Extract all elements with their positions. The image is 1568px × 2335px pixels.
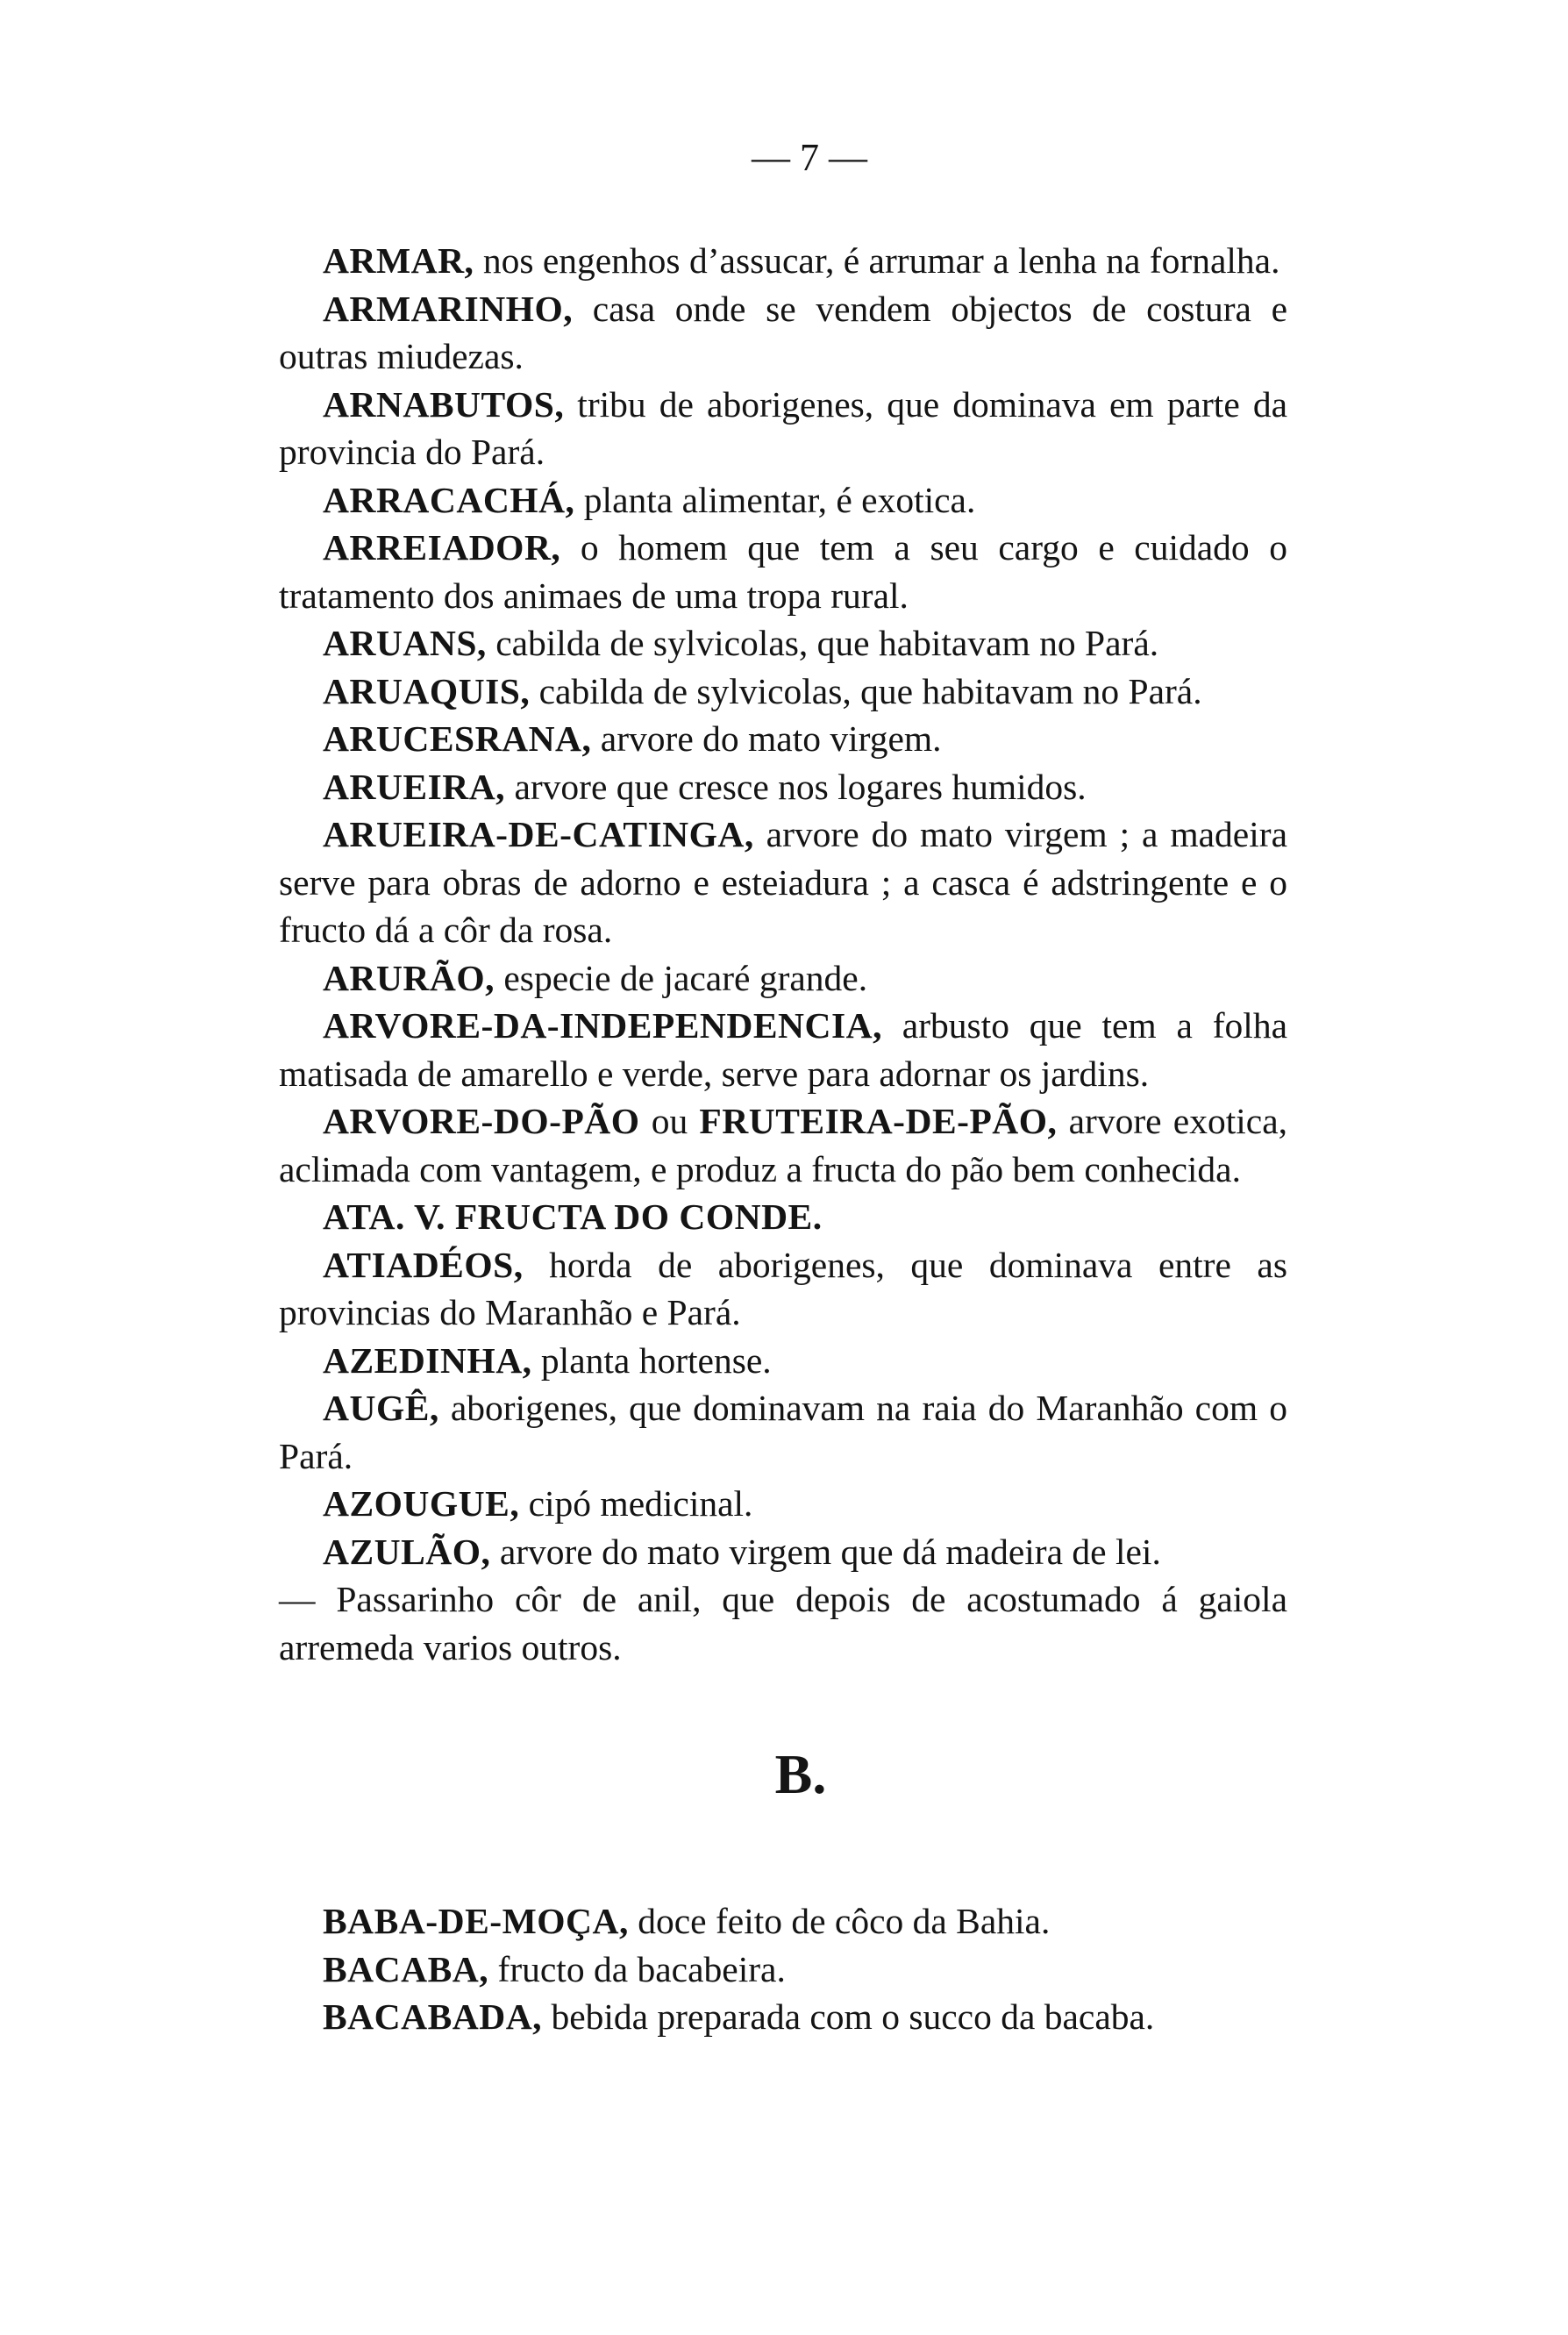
- dictionary-entry: [279, 1993, 1287, 2041]
- entry-headword: AUGÊ,: [323, 1388, 439, 1428]
- entry-definition: casa onde se vendem objectos de costura e outras miudezas.: [279, 288, 1287, 376]
- dictionary-entry: [279, 1384, 1287, 1480]
- entry-definition: arvore que cresce nos logares humidos.: [505, 766, 1087, 807]
- entry-definition: fructo da bacabeira.: [488, 1948, 786, 1989]
- entry-definition: cabilda de sylvicolas, que habitavam no Pará.: [486, 623, 1159, 663]
- dictionary-entry: [279, 1193, 1287, 1241]
- entry-definition: tribu de aborigenes, que dominava em parte da provincia do Pará.: [279, 383, 1287, 472]
- entry-headword: AZULÃO,: [323, 1531, 491, 1572]
- dictionary-entry: [279, 1946, 1287, 1994]
- entry-headword: ARREIADOR,: [323, 527, 561, 568]
- dictionary-entry: [279, 810, 1287, 954]
- dictionary-entry: [279, 524, 1287, 619]
- entry-headword: ARUANS,: [323, 623, 487, 663]
- page-number: — 7 —: [752, 136, 867, 179]
- dictionary-entry: [279, 954, 1287, 1003]
- dictionary-entry: [279, 1480, 1287, 1528]
- section-letter-heading: B.: [774, 1743, 827, 1805]
- dictionary-entry: [279, 763, 1287, 811]
- dictionary-entry: [279, 715, 1287, 763]
- dictionary-entry: [279, 1897, 1287, 1946]
- entry-definition: arvore do mato virgem.: [591, 718, 942, 759]
- entry-definition: horda de aborigenes, que dominava entre as provincias do Maranhão e Pará.: [279, 1244, 1287, 1332]
- dictionary-entry: [279, 476, 1287, 525]
- dictionary-entry: [279, 1337, 1287, 1385]
- dictionary-entry: [279, 619, 1287, 668]
- entry-definition: cabilda de sylvicolas, que habitavam no Pará.: [530, 670, 1202, 711]
- entry-definition: planta alimentar, é exotica.: [574, 479, 976, 520]
- entry-connector: ou: [639, 1101, 700, 1141]
- entry-headword: ARMARINHO,: [323, 288, 574, 329]
- entry-definition: arbusto que tem a folha matisada de amarello e verde, serve para adornar os jardins.: [279, 1005, 1287, 1094]
- dictionary-entry: [279, 668, 1287, 716]
- entry-headword: ATIADÉOS,: [323, 1244, 524, 1285]
- entry-headword: ARRACACHÁ,: [323, 479, 575, 520]
- entry-continuation: — Passarinho côr de anil, que depois de acostumado á gaiola arremeda varios outros.: [279, 1579, 1287, 1667]
- entry-definition: especie de jacaré grande.: [495, 957, 868, 998]
- entry-headword: ARMAR,: [323, 240, 474, 281]
- entries-section-b: [279, 1897, 1287, 2041]
- entry-headword: ARUEIRA-DE-CATINGA,: [323, 814, 754, 854]
- entry-headword: ARVORE-DO-PÃO: [323, 1101, 640, 1141]
- entry-alt-headword: FRUTEIRA-DE-PÃO,: [699, 1101, 1058, 1141]
- entry-headword: ARUCESRANA,: [323, 718, 592, 759]
- entry-headword: AZEDINHA,: [323, 1339, 532, 1381]
- entry-definition: arvore do mato virgem ; a madeira serve para obras de adorno e esteiadura ; a casca é adstringente e o fructo dá a côr da rosa.: [279, 814, 1287, 950]
- entry-headword: BACABADA,: [323, 1996, 543, 2037]
- entry-headword: ARVORE-DA-INDEPENDENCIA,: [323, 1005, 882, 1046]
- entry-definition: nos engenhos d’assucar, é arrumar a lenha na fornalha.: [474, 240, 1280, 281]
- dictionary-entry: [279, 1002, 1287, 1097]
- dictionary-entry: [279, 285, 1287, 381]
- dictionary-entry: [279, 1528, 1287, 1576]
- dictionary-entry: [279, 1241, 1287, 1337]
- entries-section-a: [279, 237, 1287, 1671]
- entry-headword: ARUEIRA,: [323, 766, 506, 807]
- entry-definition: arvore exotica, aclimada com vantagem, e produz a fructa do pão bem conhecida.: [279, 1101, 1287, 1189]
- entry-definition: arvore do mato virgem que dá madeira de lei.: [490, 1531, 1161, 1572]
- entry-headword: BABA-DE-MOÇA,: [323, 1901, 629, 1941]
- entry-definition: cipó medicinal.: [519, 1483, 753, 1524]
- entry-headword: ARUAQUIS,: [323, 670, 531, 711]
- dictionary-entry: [279, 1097, 1287, 1193]
- dictionary-entry: [279, 237, 1287, 285]
- entry-headword: AZOUGUE,: [323, 1483, 520, 1524]
- dictionary-entry: [279, 381, 1287, 476]
- entry-definition: aborigenes, que dominavam na raia do Maranhão com o Pará.: [279, 1388, 1287, 1476]
- entry-definition: planta hortense.: [531, 1339, 772, 1381]
- entry-headword: ATA. V. FRUCTA DO CONDE.: [323, 1196, 823, 1237]
- entry-definition: bebida preparada com o succo da bacaba.: [542, 1996, 1155, 2037]
- book-page: [279, 132, 1287, 2289]
- entry-definition: doce feito de côco da Bahia.: [628, 1901, 1051, 1941]
- entry-headword: ARNABUTOS,: [323, 383, 565, 425]
- entry-definition: o homem que tem a seu cargo e cuidado o tratamento dos animaes de uma tropa rural.: [279, 527, 1287, 616]
- entry-headword: ARURÃO,: [323, 957, 495, 998]
- entry-headword: BACABA,: [323, 1948, 489, 1989]
